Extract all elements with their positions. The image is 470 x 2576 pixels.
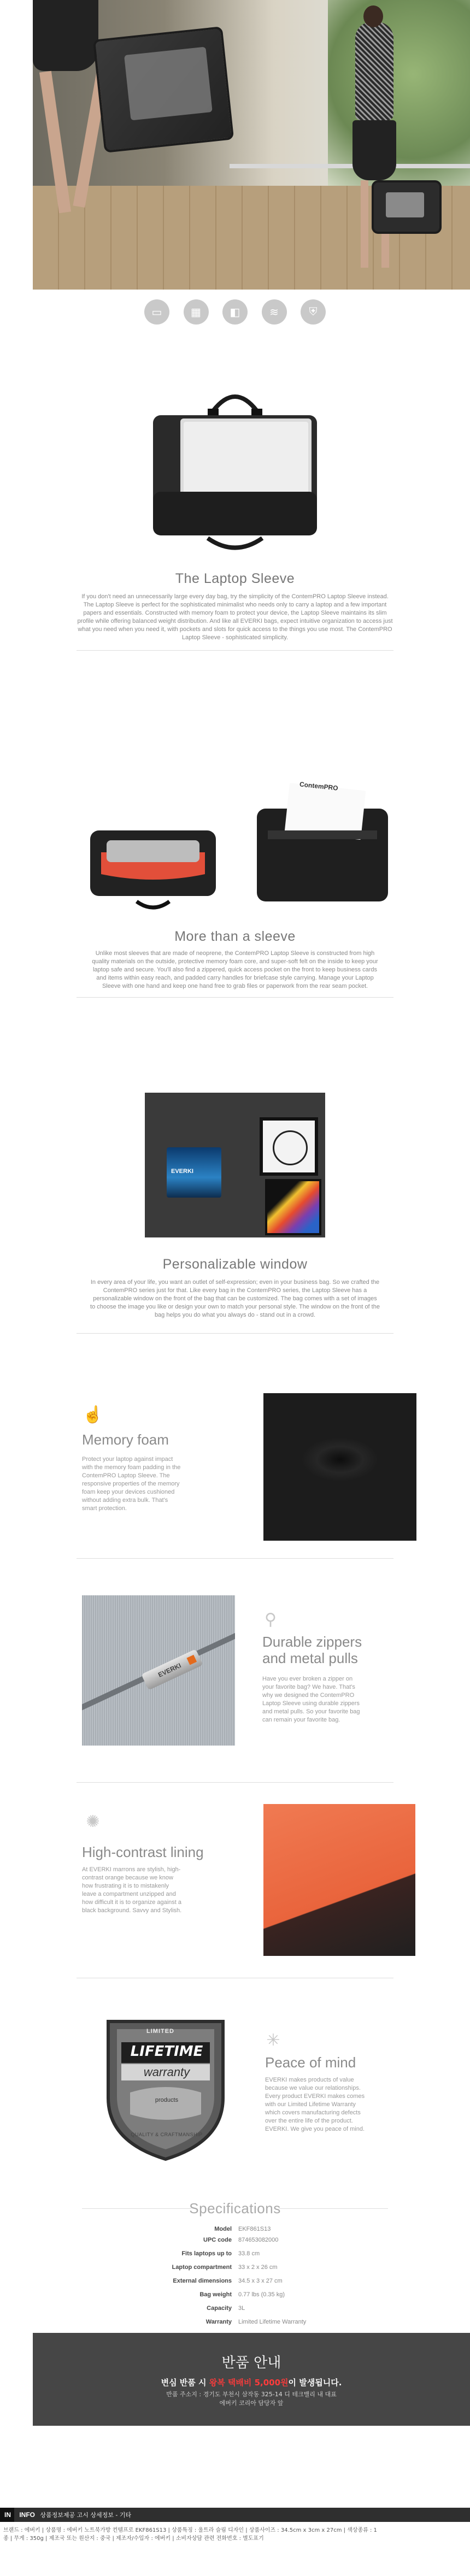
spec-row — [109, 2276, 361, 2286]
lining-image — [263, 1804, 415, 1956]
hero-leg — [361, 180, 368, 268]
hero-trees — [328, 0, 470, 186]
spec-key: Capacity — [207, 2305, 232, 2312]
return-title: 반품 안내 — [221, 2355, 281, 2371]
window-photo — [145, 1093, 325, 1237]
product-sleeve-image — [148, 382, 322, 563]
hero-skirt — [33, 0, 98, 71]
spec-key: Fits laptops up to — [181, 2250, 232, 2257]
spec-key: Model — [214, 2226, 232, 2232]
window-title: Personalizable window — [162, 1257, 308, 1272]
window-card-sketch — [260, 1117, 318, 1176]
spec-key: Laptop compartment — [172, 2264, 232, 2271]
spec-value: 0.77 lbs (0.35 kg) — [238, 2291, 285, 2298]
sparkle-icon: ✳ — [266, 2031, 280, 2049]
spec-row — [109, 2289, 361, 2300]
info-label-info: INFO — [19, 2511, 36, 2519]
return-line1-pre: 변심 반품 시 — [161, 2378, 209, 2388]
sleeve-title: The Laptop Sleeve — [175, 571, 295, 586]
hero-bag-right — [372, 180, 442, 234]
spec-value: Limited Lifetime Warranty — [238, 2319, 307, 2325]
info-bar — [0, 2508, 470, 2522]
specs-title: Specifications — [189, 2200, 281, 2217]
window-card-sea — [167, 1147, 221, 1198]
info-line-2: 종 | 무게 : 350g | 제조국 또는 원산지 : 중국 | 제조자/수입자 : 에버키 | 소비자상담 관련 전화번호 : 별도표기 — [3, 2536, 264, 2542]
spec-value: 3L — [238, 2305, 245, 2312]
sun-icon: ✺ — [86, 1813, 100, 1831]
sleeve-pockets-image — [82, 770, 393, 918]
warranty-badge-bottom: QUALITY & CRAFTMANSHIP — [131, 2132, 203, 2137]
hero-skirt-right — [352, 120, 396, 180]
hero-railing — [230, 164, 470, 168]
divider — [77, 997, 393, 998]
spec-value: EKF861S13 — [238, 2226, 271, 2232]
warranty-badge-top: LIMITED — [146, 2028, 174, 2035]
spec-key: UPC code — [203, 2237, 232, 2243]
hero-bag-left — [93, 26, 234, 153]
info-line-1: 브랜드 : 에버키 | 상품명 : 에버키 노트북가방 컨템프로 EKF861S13 | 상품특징 : 울트라 슬림 디자인 | 상품사이즈 : 34.5cm x 3cm x 27cm | 색상종류 : 1 — [3, 2527, 377, 2533]
warranty-badge — [97, 2016, 234, 2164]
spec-key: Bag weight — [199, 2291, 232, 2298]
divider — [77, 650, 393, 651]
layers-icon: ≋ — [262, 299, 287, 325]
sleeve-description: If you don't need an unnecessarily large every day bag, try the simplicity of the ContemPRO Laptop Sleeve instead. The Laptop Sleeve is perfect for the sophisticated minimalist who needs only to carry a laptop and a few important papers and essentials. Constructed with memory foam to protect your device, the Laptop Sleeve maintains its slim profile while offering balanced weight distribution. And like all EVERKI bags, expect intuitive organization to access just what you need when you need it, with pockets and slots for quick access to the things you use most. The ContemPRO Laptop Sleeve - sophisticated simplicity. — [77, 593, 393, 641]
hero-jacket — [355, 22, 393, 120]
divider — [77, 1782, 393, 1783]
return-line1-post: 이 발생됩니다. — [288, 2378, 342, 2388]
zipper-image — [82, 1595, 235, 1746]
return-fee: 왕복 택배비 5,000원 — [209, 2378, 289, 2388]
zippers-title: Durable zippers and metal pulls — [262, 1634, 362, 1666]
memory-foam-image — [263, 1393, 416, 1541]
feature-icons — [144, 299, 326, 327]
paper-card-label: ContemPRO — [299, 780, 339, 792]
info-label-title: 상품정보제공 고시 상세정보 - 기타 — [40, 2512, 132, 2519]
peace-description: EVERKI makes products of value because we value our relationships. Every product EVERKI makes comes with our Limited Lifetime Warranty which covers manufacturing defects over the entire life of the product. EVERKI. We give you peace of mind. — [265, 2077, 365, 2132]
hand-icon: ☝ — [83, 1406, 103, 1424]
peace-title: Peace of mind — [265, 2054, 356, 2071]
spec-row — [109, 2224, 361, 2235]
window-icon: ◧ — [222, 299, 248, 325]
spec-key: Warranty — [205, 2319, 232, 2325]
spec-row — [109, 2262, 361, 2273]
hero-head — [363, 5, 383, 27]
memory-title: Memory foam — [82, 1431, 169, 1448]
window-description: In every area of your life, you want an outlet of self-expression; even in your business bag. So we crafted the ContemPRO series just for that. Like every bag in the ContemPRO series, the Laptop Sleeve has a personalizable window on the front of the bag that can be customized. The bag comes with a set of images to choose the image you like or design your own to match your personal style. The window on the front of the bag helps you do what you always do - stand out in a crowd. — [90, 1279, 380, 1318]
divider — [77, 1333, 393, 1334]
spec-row — [109, 2303, 361, 2314]
spec-row — [109, 2316, 361, 2327]
spec-value: 33 x 2 x 26 cm — [238, 2264, 278, 2271]
zipper-pull-label: EVERKI — [157, 1661, 183, 1679]
zippers-description: Have you ever broken a zipper on your favorite bag? We have. That's why we designed the ContemPRO Laptop Sleeve using durable zippers and metal pulls. So your favorite bag can remain your favorite bag. — [262, 1676, 360, 1723]
warranty-badge-sub: warranty — [143, 2065, 190, 2079]
return-address: 반품 주소지 : 경기도 부천시 삼작동 325-14 디 테크밸리 내 대표 — [166, 2391, 337, 2398]
more-title: More than a sleeve — [174, 929, 296, 944]
pin-icon: ⚲ — [265, 1611, 277, 1629]
zipper-pull — [141, 1649, 203, 1690]
lining-description: At EVERKI marrons are stylish, high-contrast orange because we know how frustrating it is to mistakenly leave a compartment unzipped and how difficult it is to organize against a black background. Savvy and Stylish. — [82, 1866, 182, 1914]
window-card-rainbow — [265, 1179, 321, 1235]
spec-value: 33.8 cm — [238, 2250, 260, 2257]
shop-icon: ▦ — [184, 299, 209, 325]
return-notice — [33, 2333, 470, 2426]
hero-banner — [33, 0, 470, 290]
shield-icon: ⛨ — [301, 299, 326, 325]
warranty-badge-main: LIFETIME — [130, 2043, 203, 2060]
memory-description: Protect your laptop against impact with the memory foam padding in the ContemPRO Laptop Sleeve. The responsive properties of the memory foam keep your devices cushioned without adding extra bulk. That's smart protection. — [82, 1456, 181, 1512]
spec-row — [109, 2248, 361, 2259]
window-card-text: EVERKI — [171, 1168, 193, 1175]
spec-key: External dimensions — [173, 2278, 232, 2284]
spec-row — [109, 2235, 361, 2245]
laptop-icon: ▭ — [144, 299, 169, 325]
spec-value: 34.5 x 3 x 27 cm — [238, 2278, 283, 2284]
divider — [77, 1558, 393, 1559]
warranty-badge-small: products — [155, 2097, 179, 2103]
spec-value: 874653082000 — [238, 2237, 279, 2243]
lining-title: High-contrast lining — [82, 1844, 204, 1860]
return-recipient: 에버키 코리아 담당자 앞 — [219, 2400, 284, 2407]
return-line1 — [33, 2377, 470, 2388]
info-label-in: IN — [0, 2508, 14, 2522]
more-description: Unlike most sleeves that are made of neoprene, the ContemPRO Laptop Sleeve is constructed from high quality materials on the outside, protective memory foam core, and super-soft felt on the inside to keep your laptop safe and secure. You'll also find a zippered, quick access pocket on the front to keep business cards and items within easy reach, and padded carry handles for briefcase style carrying. Manage your Laptop Sleeve with one hand and keep one hand free to grab files or paperwork from the rear seam pocket. — [92, 950, 378, 989]
